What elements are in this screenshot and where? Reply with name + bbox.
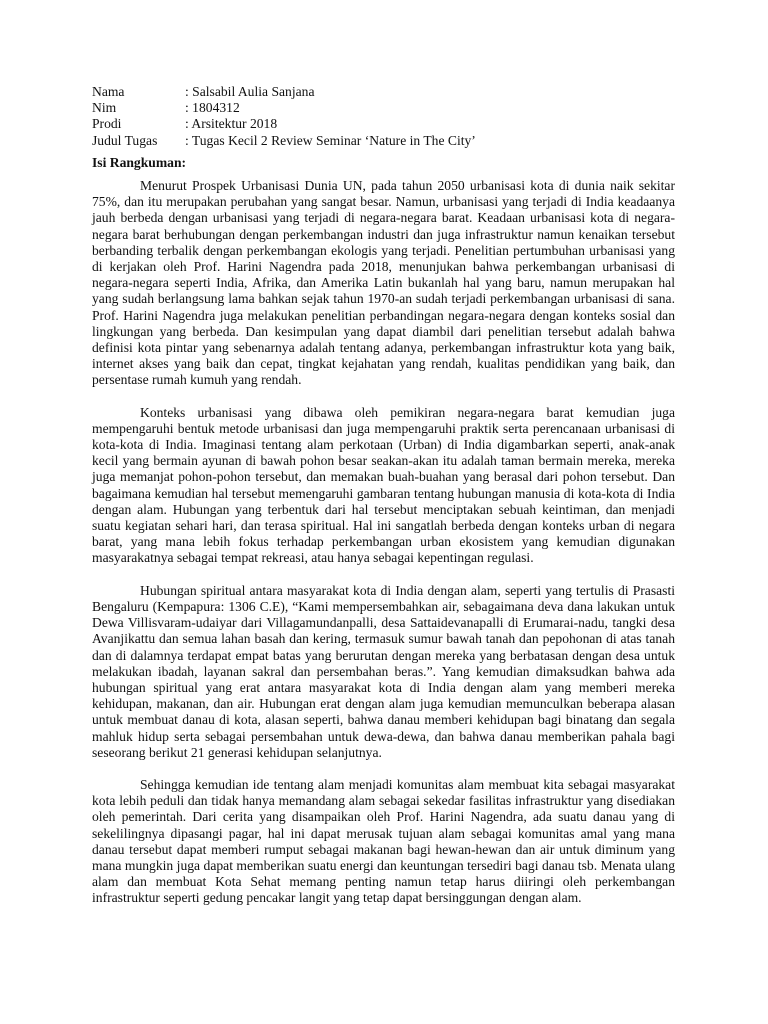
identity-row-prodi [92, 116, 476, 132]
identity-value: : Arsitektur 2018 [185, 116, 278, 132]
identity-row-nama [92, 84, 476, 100]
body-paragraph-2: Konteks urbanisasi yang dibawa oleh pemikiran negara-negara barat kemudian juga mempengaruhi bentuk metode urbanisasi dan juga mempengaruhi praktik serta perencanaan urbanisasi di kota-kota di India. Imaginasi tentang alam perkotaan (Urban) di India digambarkan seperti, anak-anak kecil yang bermain ayunan di bawah pohon besar seakan-akan itu adalah taman bermain mereka, mereka juga memanjat pohon-pohon tersebut, dan memakan buah-buahan yang berasal dari pohon tersebut. Dan bagaimana kemudian hal tersebut memengaruhi gambaran tentang hubungan manusia di kota-kota di India dengan alam. Hubungan yang terbentuk dari hal tersebut menciptakan sebuah keintiman, dan menjadi suatu kegiatan sehari hari, dan terasa spiritual. Hal ini sangatlah berbeda dengan konteks urban di negara barat, yang mana lebih fokus terhadap perkembangan urban ekosistem yang kemudian digunakan masyarakatnya sebagai tempat rekreasi, atau hanya sebagai kepentingan regulasi. [92, 404, 675, 566]
identity-value: : Tugas Kecil 2 Review Seminar ‘Nature in The City’ [185, 132, 476, 148]
body-paragraph-1: Menurut Prospek Urbanisasi Dunia UN, pada tahun 2050 urbanisasi kota di dunia naik sekitar 75%, dan itu merupakan perubahan yang sangat besar. Namun, urbanisasi yang terjadi di India keadaanya jauh berbeda dengan urbanisasi yang terjadi di negara-negara barat. Keadaan urbanisasi kota di negara-negara barat berhubungan dengan perkembangan industri dan juga infrastruktur namun kenaikan tersebut berbanding terbalik dengan perkembangan ekologis yang terjadi. Penelitian pertumbuhan urbanisasi yang di kerjakan oleh Prof. Harini Nagendra pada 2018, menunjukan bahwa perkembangan urbanisasi di negara-negara seperti India, Afrika, dan Amerika Latin bukanlah hal yang baru, namun merupakan hal yang sudah berlangsung lama bahkan sejak tahun 1970-an sudah terjadi perkembangan urbanisasi di sana. Prof. Harini Nagendra juga melakukan penelitian perbandingan negara-negara dengan konteks sosial dan lingkungan yang berbeda. Dan kesimpulan yang dapat diambil dari penelitian tersebut adalah bahwa definisi kota pintar yang sebenarnya adalah tentang adanya, perkembangan infrastruktur kota yang baik, internet akses yang baik dan cepat, tingkat kejahatan yang rendah, kualitas pendidikan yang baik, dan persentase rumah kumuh yang rendah. [92, 178, 675, 388]
identity-row-nim [92, 100, 476, 116]
identity-value: : 1804312 [185, 100, 240, 116]
identity-label: Nama [92, 84, 125, 99]
section-heading: Isi Rangkuman: [92, 154, 187, 170]
identity-table [92, 84, 476, 149]
identity-value: : Salsabil Aulia Sanjana [185, 84, 315, 99]
body-paragraph-3: Hubungan spiritual antara masyarakat kota di India dengan alam, seperti yang tertulis di Prasasti Bengaluru (Kempapura: 1306 C.E), “Kami mempersembahkan air, sebagaimana deva dana lakukan untuk Dewa Villisvaram-udaiyar dari Villagamundanpalli, desa Sattaidevanapalli di Erumarai-nadu, tangki desa Avanjikattu dan semua lahan basah dan kering, termasuk sumur bawah tanah dan pepohonan di atas tanah dan di dalamnya terdapat empat batas yang berurutan dengan mereka yang berbatasan dengan desa untuk melakukan ibadah, layanan sakral dan persembahan beras.”. Yang kemudian dimaksudkan bahwa ada hubungan spiritual yang erat antara masyarakat kota di India dengan alam yang memberi mereka kehidupan, makanan, dan air. Hubungan erat dengan alam juga kemudian memunculkan beberapa alasan untuk membuat danau di kota, alasan seperti, bahwa danau memberi kehidupan bagi binatang dan segala mahluk hidup serta sebagai persembahan untuk dewa-dewa, dan bahwa danau memberikan pahala bagi seseorang berikut 21 generasi kehidupan selanjutnya. [92, 582, 675, 760]
identity-label: Prodi [92, 116, 122, 132]
identity-row-judul-tugas [92, 133, 476, 149]
identity-label: Nim [92, 100, 117, 116]
identity-label: Judul Tugas [92, 132, 158, 148]
body-paragraph-4: Sehingga kemudian ide tentang alam menjadi komunitas alam membuat kita sebagai masyarakat kota lebih peduli dan tidak hanya memandang alam sebagai sekedar fasilitas infrastruktur yang disediakan oleh pemerintah. Dari cerita yang disampaikan oleh Prof. Harini Nagendra, ada suatu danau yang di sekelilingnya dipasangi pagar, hal ini dapat merusak tujuan alam sebagai komunitas amal yang mana danau tersebut dapat memberi rumput sebagai makanan bagi hewan-hewan dan air untuk diminum yang mana mungkin juga dapat memberikan suatu energi dan keuntungan tersediri bagi danau tsb. Menata ulang alam dan membuat Kota Sehat memang penting namun tetap harus diiringi oleh perkembangan infrastruktur seperti gedung pencakar langit yang tetap dapat bersinggungan dengan alam. [92, 776, 675, 906]
